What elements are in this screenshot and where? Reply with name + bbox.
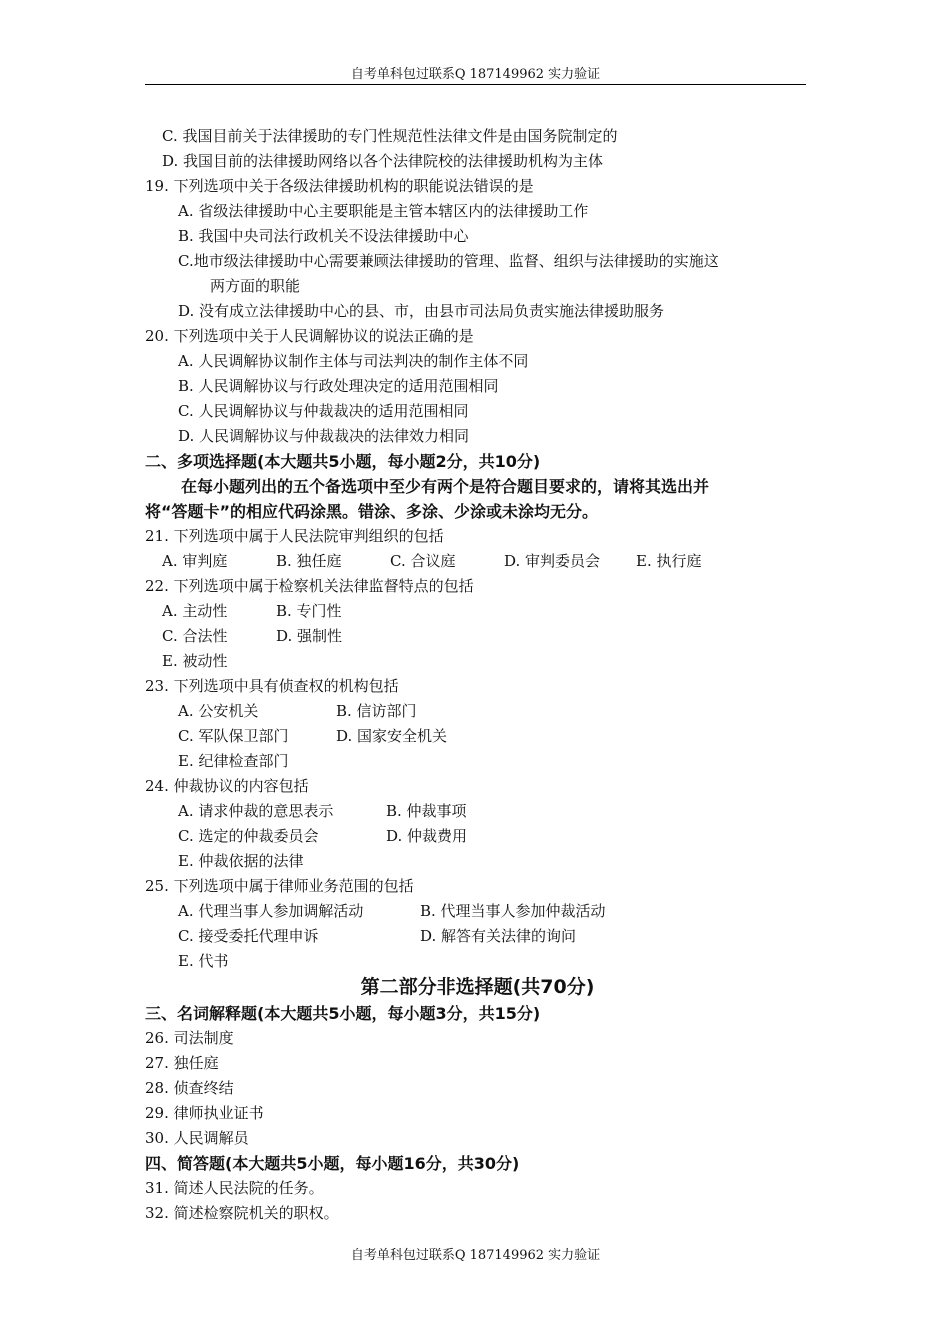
- question-26: 26. 司法制度: [145, 1029, 234, 1047]
- q19-option-b: B. 我国中央司法行政机关不设法律援助中心: [178, 227, 469, 245]
- option-c: C. 我国目前关于法律援助的专门性规范性法律文件是由国务院制定的: [162, 127, 618, 145]
- q25-option-d: D. 解答有关法律的询问: [420, 927, 577, 945]
- q24-option-e: E. 仲裁依据的法律: [178, 852, 304, 870]
- page-footer: 自考单科包过联系Q 187149962 实力验证: [350, 1248, 601, 1263]
- question-21: 21. 下列选项中属于人民法院审判组织的包括: [145, 527, 444, 545]
- q21-option-d: D. 审判委员会: [504, 552, 601, 570]
- q22-option-d: D. 强制性: [276, 627, 343, 645]
- q19-option-d: D. 没有成立法律援助中心的县、市，由县市司法局负责实施法律援助服务: [178, 302, 665, 320]
- question-29: 29. 律师执业证书: [145, 1104, 264, 1122]
- question-24: 24. 仲裁协议的内容包括: [145, 777, 309, 795]
- q25-option-c: C. 接受委托代理申诉: [178, 927, 319, 945]
- q23-option-b: B. 信访部门: [336, 702, 417, 720]
- q25-option-b: B. 代理当事人参加仲裁活动: [420, 902, 606, 920]
- q22-option-c: C. 合法性: [162, 627, 228, 645]
- question-32: 32. 简述检察院机关的职权。: [145, 1204, 339, 1222]
- q24-option-c: C. 选定的仲裁委员会: [178, 827, 319, 845]
- q22-options-row2: [145, 624, 810, 649]
- question-25: 25. 下列选项中属于律师业务范围的包括: [145, 877, 414, 895]
- q25-options-row2: [145, 924, 810, 949]
- q19-option-c: C.地市级法律援助中心需要兼顾法律援助的管理、监督、组织与法律援助的实施这: [178, 252, 719, 270]
- q22-options-row1: [145, 599, 810, 624]
- q22-option-b: B. 专门性: [276, 602, 342, 620]
- q23-options-row2: [145, 724, 810, 749]
- section-4-title: 四、简答题(本大题共5小题，每小题16分，共30分): [145, 1154, 520, 1173]
- q21-options: [145, 549, 810, 574]
- q25-options-row1: [145, 899, 810, 924]
- q20-option-b: B. 人民调解协议与行政处理决定的适用范围相同: [178, 377, 499, 395]
- section-2-instructions: 在每小题列出的五个备选项中至少有两个是符合题目要求的，请将其选出并: [181, 477, 710, 496]
- section-2-title: 二、多项选择题(本大题共5小题，每小题2分，共10分): [145, 452, 541, 471]
- q24-options-row2: [145, 824, 810, 849]
- q24-option-a: A. 请求仲裁的意思表示: [178, 802, 334, 820]
- question-27: 27. 独任庭: [145, 1054, 219, 1072]
- q20-option-a: A. 人民调解协议制作主体与司法判决的制作主体不同: [178, 352, 529, 370]
- q21-option-a: A. 审判庭: [162, 552, 228, 570]
- q24-option-d: D. 仲裁费用: [386, 827, 468, 845]
- page-header: 自考单科包过联系Q 187149962 实力验证: [350, 67, 601, 82]
- section-3-title: 三、名词解释题(本大题共5小题，每小题3分，共15分): [145, 1004, 541, 1023]
- question-28: 28. 侦查终结: [145, 1079, 234, 1097]
- q23-option-e: E. 纪律检查部门: [178, 752, 289, 770]
- exam-content: [145, 124, 810, 1226]
- option-d: D. 我国目前的法律援助网络以各个法律院校的法律援助机构为主体: [162, 152, 604, 170]
- q24-option-b: B. 仲裁事项: [386, 802, 467, 820]
- q25-option-a: A. 代理当事人参加调解活动: [178, 902, 364, 920]
- q19-option-c-cont: 两方面的职能: [210, 277, 301, 295]
- question-30: 30. 人民调解员: [145, 1129, 249, 1147]
- q21-option-e: E. 执行庭: [636, 552, 702, 570]
- question-20: 20. 下列选项中关于人民调解协议的说法正确的是: [145, 327, 474, 345]
- q20-option-c: C. 人民调解协议与仲裁裁决的适用范围相同: [178, 402, 469, 420]
- q22-option-e: E. 被动性: [162, 652, 228, 670]
- q23-options-row1: [145, 699, 810, 724]
- q23-option-a: A. 公安机关: [178, 702, 259, 720]
- q24-options-row1: [145, 799, 810, 824]
- header-rule: [145, 84, 806, 85]
- part-2-title: 第二部分非选择题(共70分): [360, 976, 595, 998]
- q21-option-c: C. 合议庭: [390, 552, 456, 570]
- q25-option-e: E. 代书: [178, 952, 229, 970]
- q23-option-d: D. 国家安全机关: [336, 727, 448, 745]
- question-31: 31. 简述人民法院的任务。: [145, 1179, 324, 1197]
- q21-option-b: B. 独任庭: [276, 552, 342, 570]
- q20-option-d: D. 人民调解协议与仲裁裁决的法律效力相同: [178, 427, 470, 445]
- q23-option-c: C. 军队保卫部门: [178, 727, 289, 745]
- q19-option-a: A. 省级法律援助中心主要职能是主管本辖区内的法律援助工作: [178, 202, 589, 220]
- question-23: 23. 下列选项中具有侦查权的机构包括: [145, 677, 399, 695]
- section-2-instructions-cont: 将“答题卡”的相应代码涂黑。错涂、多涂、少涂或未涂均无分。: [145, 502, 599, 521]
- q22-option-a: A. 主动性: [162, 602, 228, 620]
- question-22: 22. 下列选项中属于检察机关法律监督特点的包括: [145, 577, 474, 595]
- question-19: 19. 下列选项中关于各级法律援助机构的职能说法错误的是: [145, 177, 534, 195]
